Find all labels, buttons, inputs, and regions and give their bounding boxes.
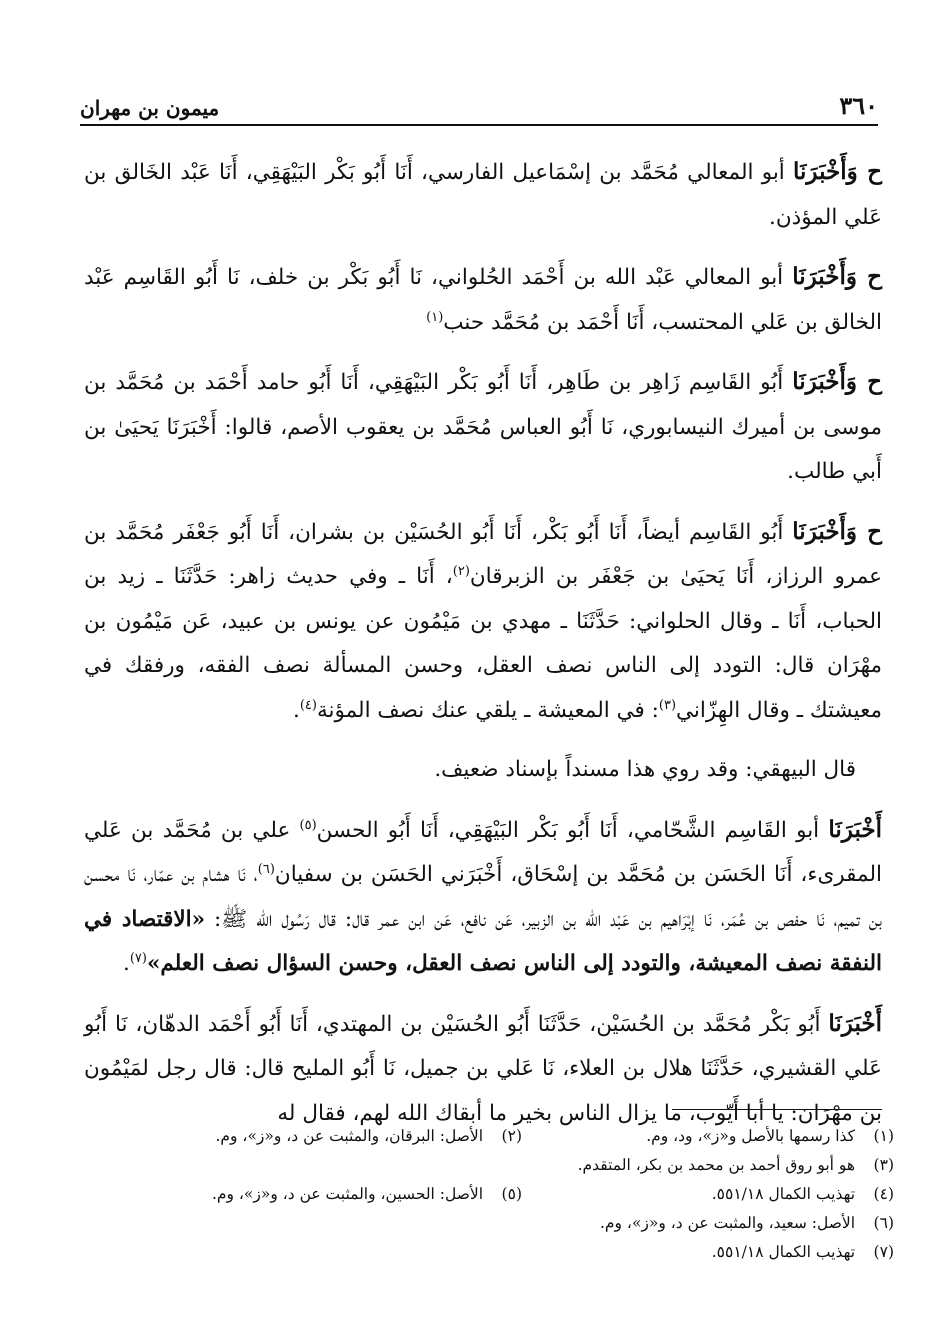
lead-word: ح وَأَخْبَرَنَا xyxy=(792,263,882,290)
paragraph-text: أبو المعالي عَبْد الله بن أَحْمَد الحُلواني، نَا أَبُو بَكْر بن خلف، نَا أَبُو القَاسِم عَبْد الخالق بن عَلي المحتسب، أَنَا أَحْمَد بن مُحَمَّد حنب xyxy=(84,265,882,335)
paragraph-5 xyxy=(84,748,856,793)
footnote-row xyxy=(150,1180,894,1209)
paragraph-text: . xyxy=(122,951,130,976)
footnote-ref: (٦) xyxy=(257,861,275,877)
footnote-number: (٦) xyxy=(873,1214,894,1232)
footnote-row xyxy=(150,1151,894,1180)
page-number: ٣٦٠ xyxy=(839,91,878,120)
paragraph-4 xyxy=(84,510,882,734)
paragraph-text: قال البيهقي: وقد روي هذا مسنداً بإسناد ضعيف. xyxy=(434,757,856,782)
footnote-4 xyxy=(522,1180,894,1209)
lead-word: ح وَأَخْبَرَنَا xyxy=(793,158,882,185)
footnote-ref: (٤) xyxy=(299,697,317,713)
footnote-text: كذا رسمها بالأصل و«ز»، ود، وم. xyxy=(646,1127,856,1145)
footnote-text: الأصل: البرقان، والمثبت عن د، و«ز»، وم. xyxy=(215,1127,484,1145)
footnote-number: (٢) xyxy=(501,1127,522,1145)
page-header xyxy=(80,86,878,126)
footnote-row xyxy=(150,1209,894,1238)
paragraph-2 xyxy=(84,255,882,345)
paragraph-6 xyxy=(84,808,882,987)
paragraph-text: ، أَنَا ـ وفي حديث زاهر: حَدَّثَنَا ـ زيد بن الحباب، أَنَا ـ وقال الحلواني: حَدَّثَنَا ـ مهدي بن مَيْمُون عن يونس بن عبيد، عَن مَيْمُون بن مهْرَان قال: التودد إلى الناس نصف العقل، وحسن المسألة نصف الفقه، ورفقك في معيشتك ـ وقال الهِزّاني xyxy=(84,564,882,723)
paragraph-7 xyxy=(84,1002,882,1137)
footnote-text: الأصل: الحسين، والمثبت عن د، و«ز»، وم. xyxy=(211,1185,484,1203)
footnote-ref: (٧) xyxy=(129,950,147,966)
footnote-text: الأصل: سعيد، والمثبت عن د، و«ز»، وم. xyxy=(600,1214,856,1232)
footnote-ref: (٢) xyxy=(452,563,470,579)
paragraph-text: . xyxy=(293,697,300,723)
lead-word: ح وَأَخْبَرَنَا xyxy=(792,517,882,545)
footnote-row xyxy=(150,1122,894,1151)
paragraph-text: أَبُو القَاسِم أيضاً، أَنَا أَبُو بَكْر، أَنَا أَبُو الحُسَيْن بن بشران، أَنَا أَبُو جَعْفَر مُحَمَّد بن عمرو الرزاز، أَنَا يَحيَىٰ بن جَعْفَر بن الزبرقان xyxy=(84,519,882,589)
footnote-divider xyxy=(672,1109,882,1110)
paragraph-text: أَبُو بَكْر مُحَمَّد بن الحُسَيْن، حَدَّثَنَا أَبُو الحُسَيْن بن المهتدي، أَنَا أَبُو أَحْمَد الدهّان، نَا أَبُو عَلي القشيري، حَدَّثَنَا هلال بن العلاء، نَا عَلي بن جميل، نَا أَبُو المليح قال: قال رجل لمَيْمُون بن مهْرَان: يا أبا أَيّوب، ما يزال الناس بخير ما أبقاك الله لهم، فقال له xyxy=(84,1011,882,1126)
main-text xyxy=(84,150,882,1151)
paragraph-text: أَبُو القَاسِم زَاهِر بن طَاهِر، أَنَا أَبُو بَكْر البَيْهَقِي، أَنَا أَبُو حامد أَحْمَد بن مُحَمَّد بن موسى بن أميرك النيسابوري، نَا أَبُو العباس مُحَمَّد بن يعقوب الأصم، قالوا: أَخْبَرَنَا يَحيَىٰ بن أَبي طالب. xyxy=(84,370,882,484)
footnote-row xyxy=(150,1238,894,1267)
footnote-text: تهذيب الكمال ٥٥١/١٨. xyxy=(711,1243,856,1261)
footnote-7 xyxy=(712,1238,894,1267)
footnote-text: هو أبو روق أحمد بن محمد بن بكر، المتقدم. xyxy=(577,1156,856,1174)
footnote-number: (٥) xyxy=(501,1185,522,1203)
paragraph-text: علي بن مُحَمَّد بن عَلي المقرىء، أَنَا الحَسَن بن مُحَمَّد بن إسْحَاق، أَخْبَرَني الحَسَن بن سفيان xyxy=(84,817,882,887)
footnote-ref: (٣) xyxy=(658,697,677,713)
running-title: ميمون بن مهران xyxy=(80,96,220,120)
footnote-5 xyxy=(150,1180,522,1209)
footnote-number: (٣) xyxy=(873,1156,894,1174)
paragraph-text: ، نَا هشام بن عمّار، نَا محسن بن تميم، نَا حفص بن عُمَر، نَا إبْرَاهيم بن عَبْد الله بن الزبير، عَن نافع، عَن ابن عمر قال: قال رَسُول الله ﷺ: xyxy=(84,862,882,932)
footnote-3 xyxy=(578,1151,894,1180)
lead-word: أَخْبَرَنَا xyxy=(828,1009,882,1037)
footnote-number: (١) xyxy=(873,1127,894,1145)
paragraph-3 xyxy=(84,360,882,495)
lead-word: ح وَأَخْبَرَنَا xyxy=(792,368,883,395)
paragraph-1 xyxy=(84,150,882,240)
hadith-text: «الاقتصاد في النفقة نصف المعيشة، والتودد إلى الناس نصف العقل، وحسن السؤال نصف العلم» xyxy=(84,906,882,976)
paragraph-text: أبو القَاسِم الشَّحّامي، أَنَا أَبُو بَكْر البَيْهَقِي، أَنَا أَبُو الحسن xyxy=(316,817,829,843)
paragraph-text: : في المعيشة ـ يلقي عنك نصف المؤنة xyxy=(316,697,659,723)
footnote-ref: (١) xyxy=(426,309,444,325)
paragraph-text: أبو المعالي مُحَمَّد بن إسْمَاعيل الفارسي، أَنَا أَبُو بَكْر البَيْهَقِي، أَنَا عَبْد الخَالق بن عَلي المؤذن. xyxy=(84,160,882,230)
footnote-text: تهذيب الكمال ٥٥١/١٨. xyxy=(711,1185,856,1203)
footnote-number: (٧) xyxy=(873,1243,894,1261)
footnote-number: (٤) xyxy=(873,1185,894,1203)
footnote-1 xyxy=(522,1122,894,1151)
footnotes xyxy=(150,1122,894,1267)
lead-word: أَخْبَرَنَا xyxy=(828,815,882,843)
footnote-6 xyxy=(600,1209,894,1238)
footnote-ref: (٥) xyxy=(299,817,317,833)
footnote-2 xyxy=(150,1122,522,1151)
